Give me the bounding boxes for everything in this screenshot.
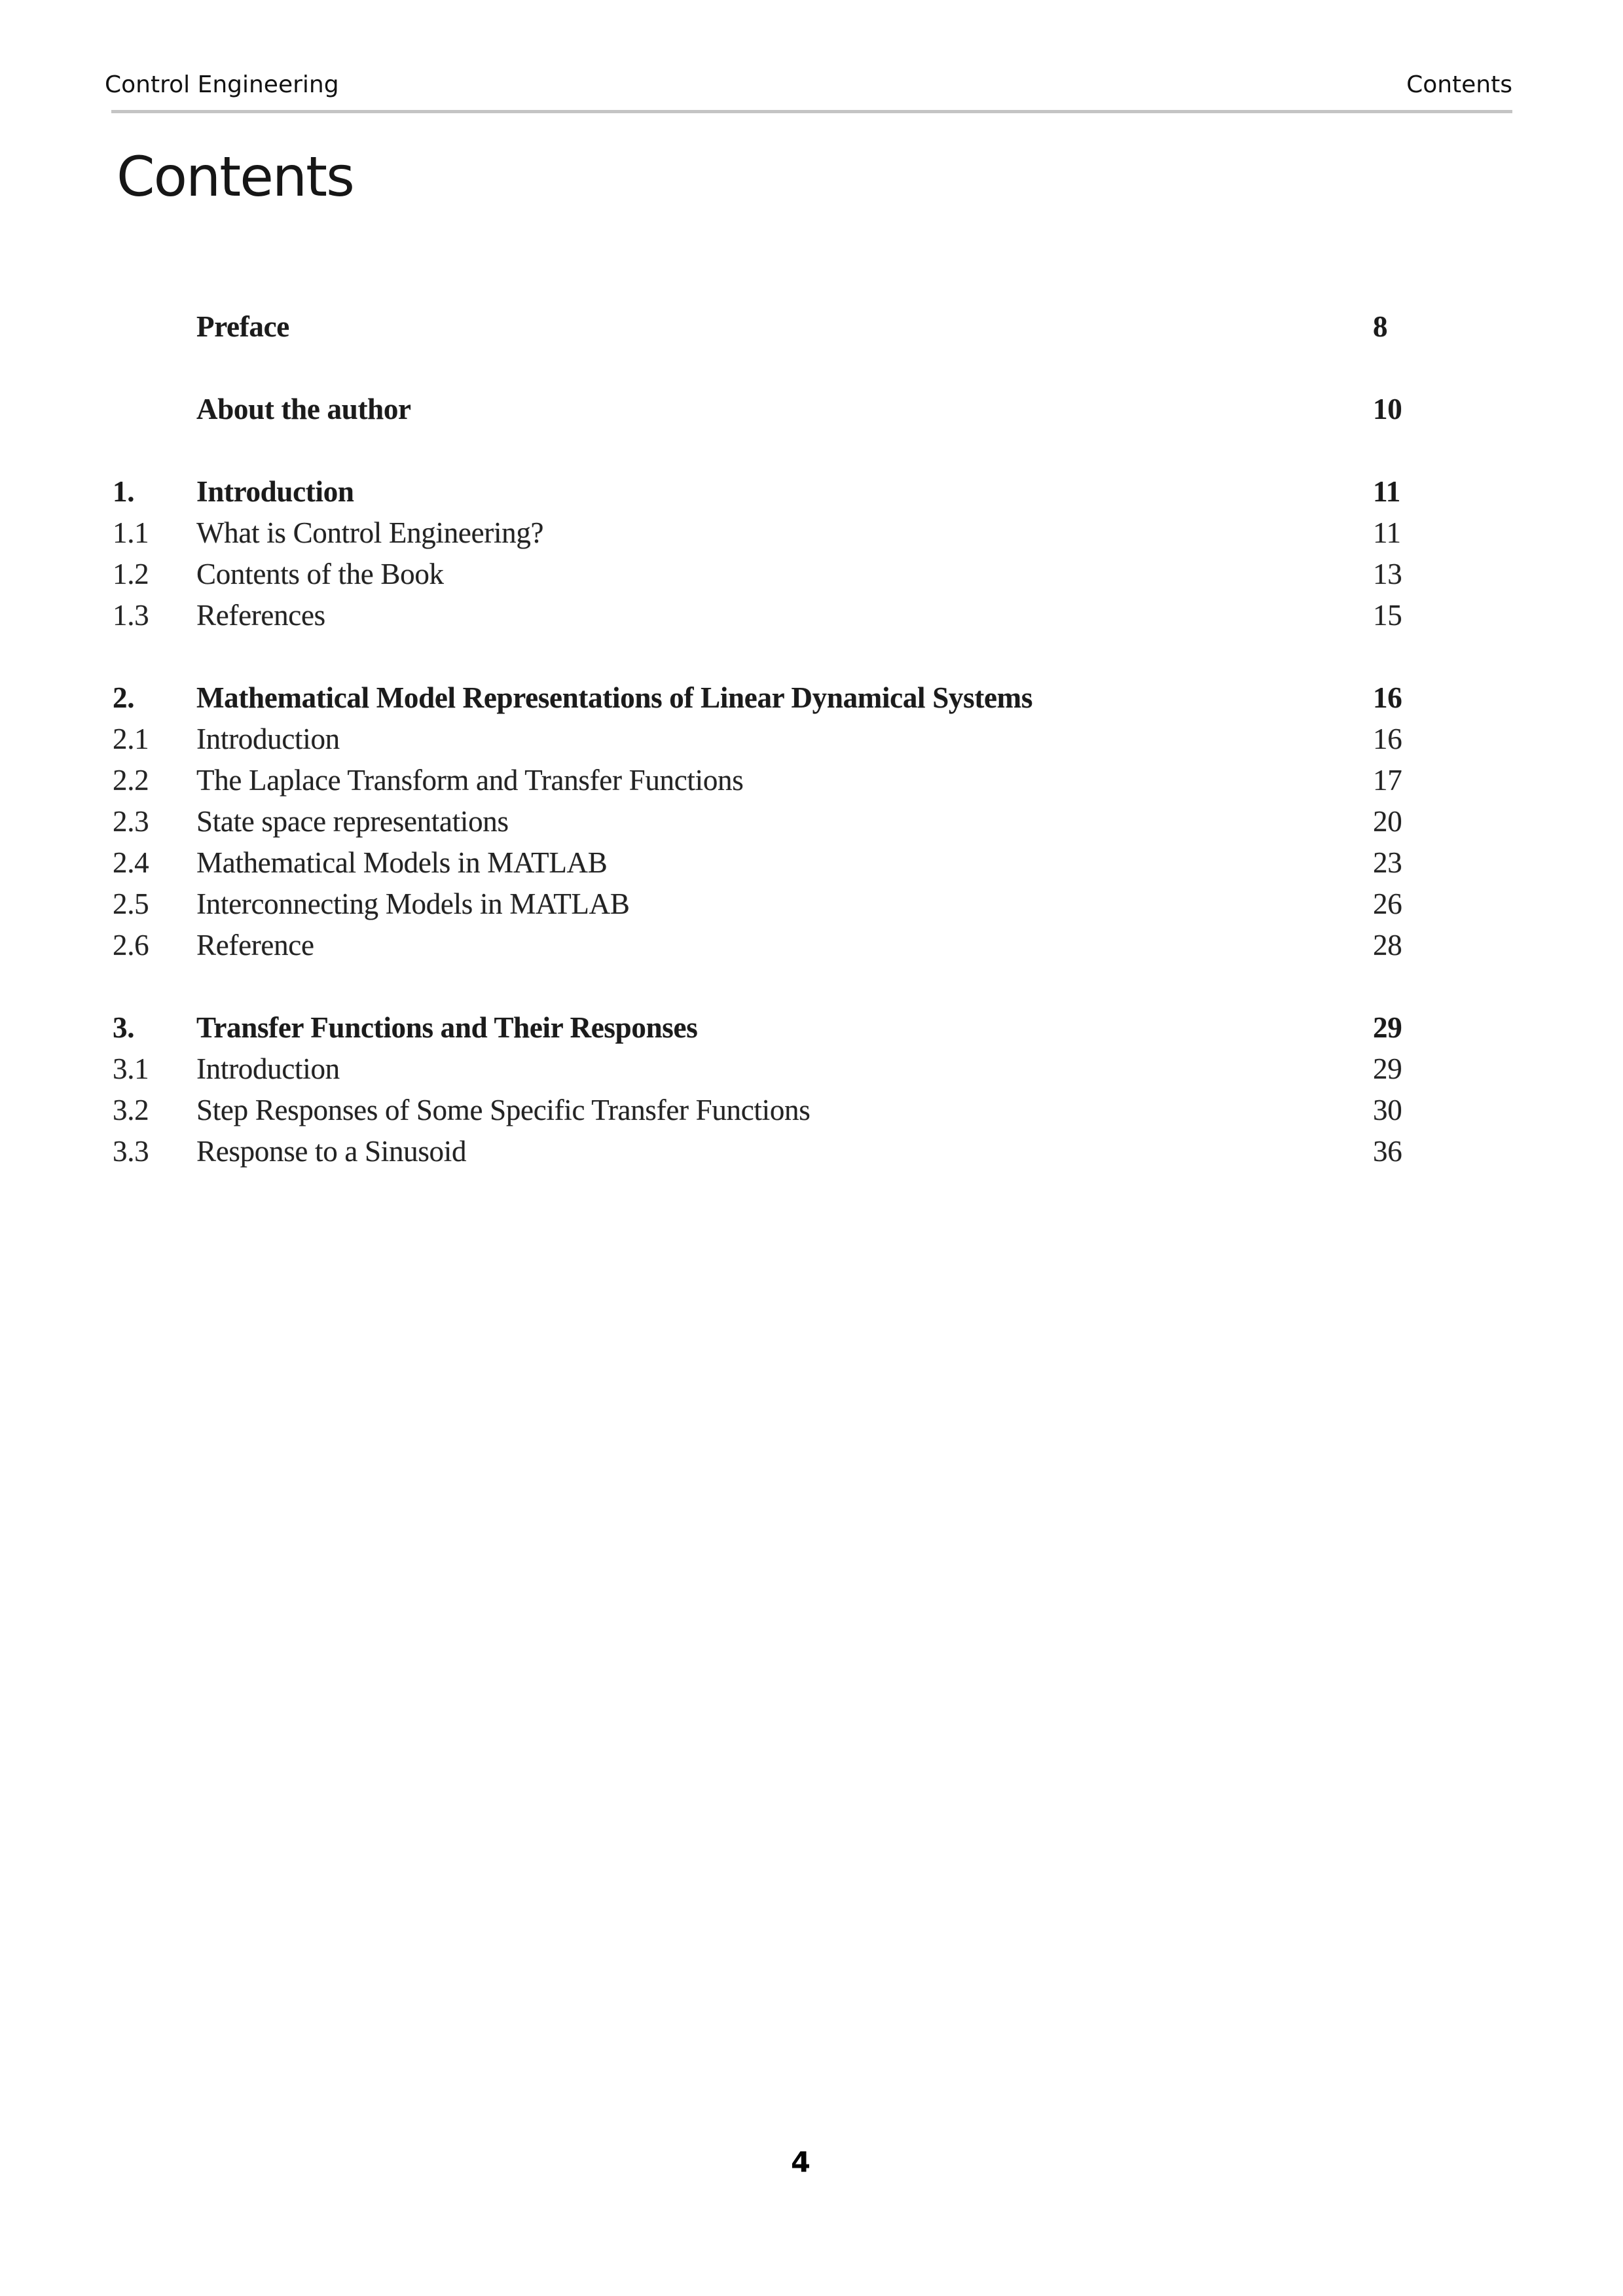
toc-entry-title: About the author: [196, 393, 411, 425]
toc-entry-number: 3.2: [113, 1094, 149, 1126]
toc-entry: [113, 884, 1443, 925]
toc-entry-number: 2.4: [113, 846, 149, 879]
toc-entry: [113, 595, 1443, 636]
toc-entry-number: 2.6: [113, 929, 149, 961]
toc-entry-title: Preface: [196, 310, 289, 343]
toc-entry: [113, 554, 1443, 595]
toc-entry-page: 17: [1373, 764, 1402, 797]
toc-entry: [113, 1007, 1443, 1049]
toc-entry-page: 16: [1373, 681, 1402, 714]
toc-entry-title: State space representations: [196, 805, 509, 838]
toc-entry: [113, 1131, 1443, 1172]
toc-entry-number: 3.3: [113, 1135, 149, 1168]
toc-entry-number: 3.1: [113, 1052, 149, 1085]
header-divider: [111, 110, 1512, 113]
toc-entry-number: [113, 389, 196, 430]
running-header-section: Contents: [1406, 71, 1512, 98]
toc-chapter-block: [113, 677, 1443, 966]
toc-entry-title: Reference: [196, 929, 314, 961]
toc-entry-title: Mathematical Models in MATLAB: [196, 846, 608, 879]
toc-entry-number: 1.3: [113, 599, 149, 632]
toc-entry-title: The Laplace Transform and Transfer Functions: [196, 764, 744, 797]
toc-entry: [113, 842, 1443, 884]
toc-entry-title: Step Responses of Some Specific Transfer Functions: [196, 1094, 811, 1126]
page-title: Contents: [117, 145, 354, 209]
toc-front-matter-block: [113, 389, 1443, 430]
toc-entry-number: 1.1: [113, 516, 149, 549]
toc-entry-page: 26: [1373, 888, 1402, 920]
toc-entry-page: 15: [1373, 599, 1402, 632]
toc-entry-title: Response to a Sinusoid: [196, 1135, 467, 1168]
toc-entry-page: 20: [1373, 805, 1402, 838]
toc-entry-number: 2.2: [113, 764, 149, 797]
toc-entry-page: 16: [1373, 723, 1402, 755]
toc-entry-page: 8: [1373, 310, 1388, 343]
toc-front-matter-block: [113, 306, 1443, 348]
toc-entry-title: References: [196, 599, 325, 632]
toc-entry-title: Introduction: [196, 1052, 340, 1085]
toc-entry: [113, 389, 1443, 430]
toc-entry-page: 11: [1373, 516, 1401, 549]
toc-entry: [113, 677, 1443, 719]
toc-entry-number: 2.1: [113, 723, 149, 755]
toc-entry: [113, 1049, 1443, 1090]
toc-entry: [113, 719, 1443, 760]
toc-entry-page: 29: [1373, 1011, 1402, 1044]
toc-entry-page: 28: [1373, 929, 1402, 961]
toc-entry: [113, 760, 1443, 801]
toc-entry: [113, 512, 1443, 554]
toc-entry-page: 10: [1373, 393, 1402, 425]
toc-entry: [113, 925, 1443, 966]
toc-entry: [113, 1090, 1443, 1131]
toc-entry-page: 23: [1373, 846, 1402, 879]
toc-entry-page: 36: [1373, 1135, 1402, 1168]
running-header: [105, 73, 1512, 97]
toc-entry-page: 13: [1373, 558, 1402, 590]
toc-chapter-block: [113, 1007, 1443, 1172]
toc-entry-number: 2.3: [113, 805, 149, 838]
toc-entry-title: What is Control Engineering?: [196, 516, 544, 549]
toc-entry-title: Introduction: [196, 723, 340, 755]
toc-entry-page: 11: [1373, 475, 1400, 508]
toc-entry-number: 1.2: [113, 558, 149, 590]
toc-entry-number: 1.: [113, 475, 135, 508]
toc-entry-title: Interconnecting Models in MATLAB: [196, 888, 630, 920]
toc-entry-page: 29: [1373, 1052, 1402, 1085]
toc-entry-number: [113, 306, 196, 348]
toc-entry: [113, 801, 1443, 842]
footer-page-number: 4: [791, 2146, 811, 2179]
toc-chapter-block: [113, 471, 1443, 636]
toc-entry-number: 2.: [113, 681, 135, 714]
toc-entry-page: 30: [1373, 1094, 1402, 1126]
toc-entry-title: Transfer Functions and Their Responses: [196, 1011, 698, 1044]
toc-entry: [113, 471, 1443, 512]
toc-entry-title: Introduction: [196, 475, 354, 508]
running-header-book-title: Control Engineering: [105, 71, 339, 98]
toc-entry-title: Mathematical Model Representations of Linear Dynamical Systems: [196, 681, 1033, 714]
toc-entry-number: 2.5: [113, 888, 149, 920]
toc-entry-title: Contents of the Book: [196, 558, 444, 590]
toc: [113, 306, 1443, 1172]
toc-entry-number: 3.: [113, 1011, 135, 1044]
toc-entry: [113, 306, 1443, 348]
